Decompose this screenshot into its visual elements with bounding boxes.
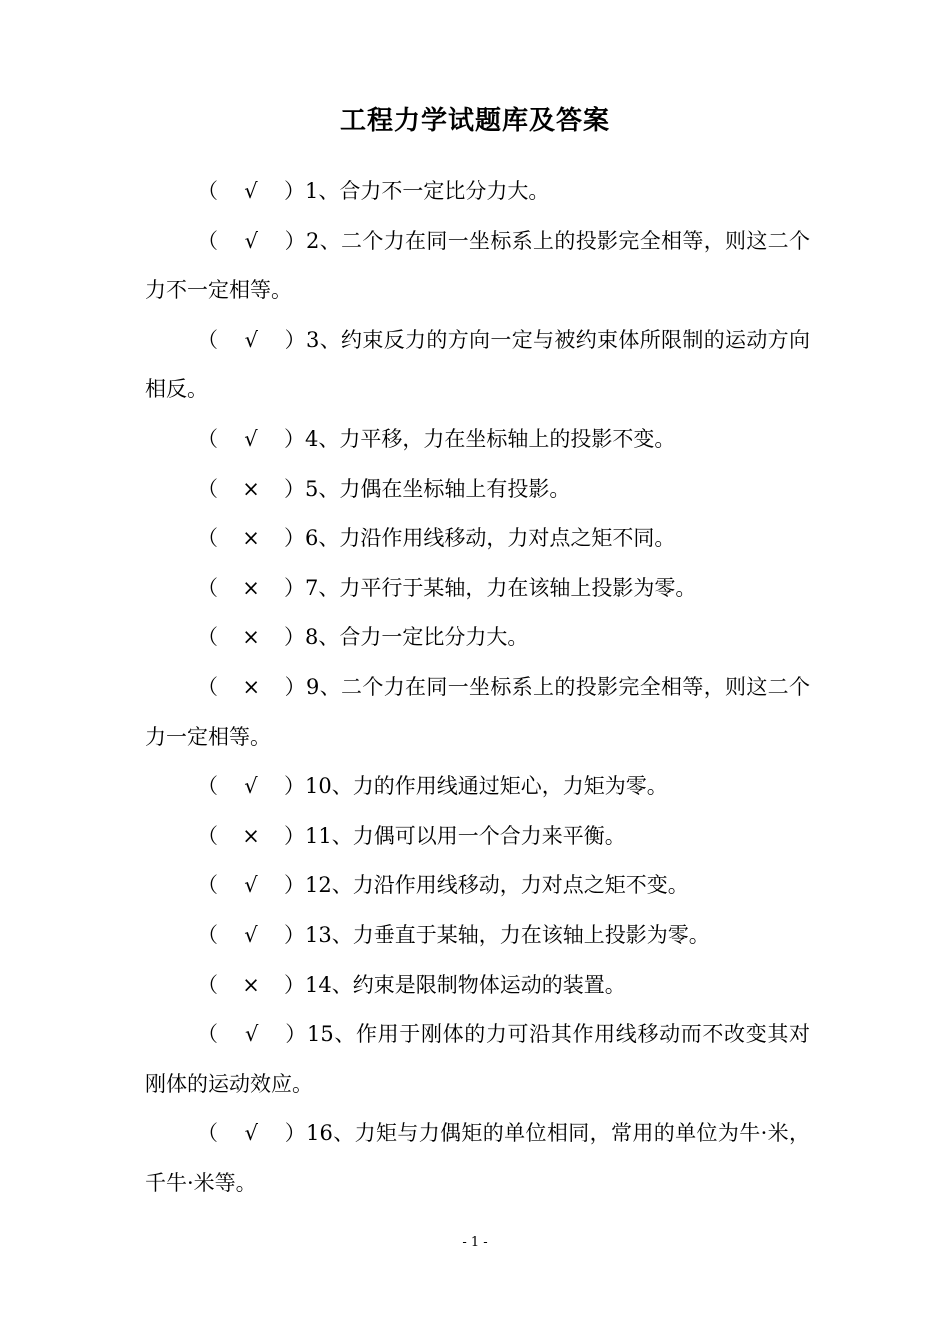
answer-mark: × — [242, 526, 260, 551]
answer-mark: × — [242, 575, 260, 600]
answer-mark: √ — [244, 774, 258, 799]
list-item: （ √ ）13、力垂直于某轴，力在该轴上投影为零。 — [145, 911, 810, 961]
list-item: （ √ ）2、二个力在同一坐标系上的投影完全相等，则这二个力不一定相等。 — [145, 217, 810, 316]
document-title: 工程力学试题库及答案 — [339, 106, 610, 136]
list-item: （ × ）9、二个力在同一坐标系上的投影完全相等，则这二个力一定相等。 — [145, 663, 810, 762]
question-text: 3、约束反力的方向一定与被约束体所限制的运动方向相反。 — [145, 327, 811, 402]
question-text: 2、二个力在同一坐标系上的投影完全相等，则这二个力不一定相等。 — [145, 228, 811, 303]
list-item: （ × ）14、约束是限制物体运动的装置。 — [145, 961, 810, 1011]
question-text: 6、力沿作用线移动，力对点之矩不同。 — [305, 526, 676, 551]
question-text: 1、合力不一定比分力大。 — [305, 179, 550, 203]
list-item: （ √ ）12、力沿作用线移动，力对点之矩不变。 — [145, 861, 810, 911]
list-item: （ √ ）1、合力不一定比分力大。 — [145, 167, 810, 217]
list-item: （ √ ）16、力矩与力偶矩的单位相同，常用的单位为牛·米，千牛·米等。 — [145, 1109, 810, 1208]
question-list — [145, 167, 810, 1208]
question-text: 15、作用于刚体的力可沿其作用线移动而不改变其对刚体的运动效应。 — [145, 1022, 811, 1096]
question-text: 16、力矩与力偶矩的单位相同，常用的单位为牛·米，千牛·米等。 — [145, 1121, 811, 1195]
answer-mark: √ — [244, 179, 258, 203]
question-text: 10、力的作用线通过矩心，力矩为零。 — [305, 774, 668, 799]
answer-mark: √ — [244, 228, 259, 253]
page-number: - 1 - — [462, 1235, 488, 1250]
question-text: 12、力沿作用线移动，力对点之矩不变。 — [305, 873, 689, 898]
answer-mark: √ — [244, 873, 258, 898]
list-item: （ √ ）3、约束反力的方向一定与被约束体所限制的运动方向相反。 — [145, 316, 810, 415]
list-item: （ √ ）15、作用于刚体的力可沿其作用线移动而不改变其对刚体的运动效应。 — [145, 1010, 810, 1109]
answer-mark: × — [242, 476, 260, 501]
list-item: （ × ）11、力偶可以用一个合力来平衡。 — [145, 812, 810, 862]
answer-mark: √ — [244, 327, 259, 352]
list-item: （ × ）6、力沿作用线移动，力对点之矩不同。 — [145, 514, 810, 564]
answer-mark: √ — [244, 426, 258, 451]
list-item: （ × ）5、力偶在坐标轴上有投影。 — [145, 465, 810, 515]
answer-mark: × — [242, 674, 261, 699]
answer-mark: × — [242, 625, 260, 650]
list-item: （ √ ）10、力的作用线通过矩心，力矩为零。 — [145, 762, 810, 812]
answer-mark: √ — [244, 1022, 259, 1047]
question-text: 8、合力一定比分力大。 — [305, 625, 529, 650]
question-text: 11、力偶可以用一个合力来平衡。 — [305, 823, 626, 848]
question-text: 5、力偶在坐标轴上有投影。 — [305, 476, 571, 501]
question-text: 7、力平行于某轴，力在该轴上投影为零。 — [305, 575, 697, 600]
answer-mark: × — [242, 972, 260, 997]
question-text: 14、约束是限制物体运动的装置。 — [305, 972, 626, 997]
list-item: （ × ）7、力平行于某轴，力在该轴上投影为零。 — [145, 564, 810, 614]
question-text: 4、力平移，力在坐标轴上的投影不变。 — [305, 426, 676, 451]
answer-mark: √ — [244, 1121, 259, 1146]
list-item: （ √ ）4、力平移，力在坐标轴上的投影不变。 — [145, 415, 810, 465]
list-item: （ × ）8、合力一定比分力大。 — [145, 613, 810, 663]
answer-mark: √ — [244, 922, 258, 947]
question-text: 13、力垂直于某轴，力在该轴上投影为零。 — [305, 922, 710, 947]
answer-mark: × — [242, 823, 260, 848]
question-text: 9、二个力在同一坐标系上的投影完全相等，则这二个力一定相等。 — [145, 674, 811, 749]
